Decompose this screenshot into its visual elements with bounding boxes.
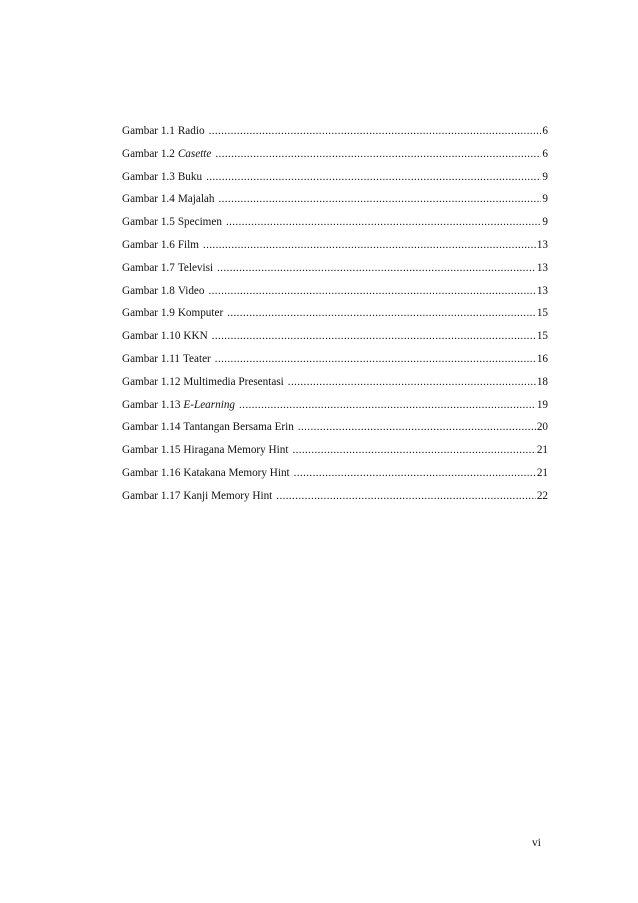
toc-entry-label xyxy=(122,371,284,394)
figure-number: Gambar 1.5 xyxy=(122,216,175,229)
toc-entry xyxy=(122,416,548,439)
figure-title: Casette xyxy=(177,147,212,160)
dot-leader xyxy=(227,302,536,325)
dot-leader xyxy=(215,143,541,166)
toc-page-number: 9 xyxy=(542,216,548,229)
dot-leader xyxy=(298,416,536,439)
dot-leader xyxy=(226,211,541,234)
figure-title: Majalah xyxy=(177,193,215,206)
dot-leader xyxy=(212,325,536,348)
figure-number: Gambar 1.10 xyxy=(122,330,181,343)
toc-entry xyxy=(122,485,548,508)
dot-leader xyxy=(292,439,535,462)
toc-page-number: 19 xyxy=(536,398,548,411)
toc-entry-label xyxy=(122,462,290,485)
toc-entry xyxy=(122,120,548,143)
toc-entry-label xyxy=(122,188,214,211)
dot-leader xyxy=(215,348,536,371)
figure-title: Kanji Memory Hint xyxy=(183,489,273,502)
toc-page-number: 21 xyxy=(536,444,548,457)
toc-entry-label xyxy=(122,439,288,462)
toc-entry-label xyxy=(122,302,223,325)
toc-entry xyxy=(122,166,548,189)
figure-number: Gambar 1.4 xyxy=(122,193,175,206)
dot-leader xyxy=(203,234,536,257)
toc-page-number: 9 xyxy=(542,170,548,183)
figure-title: Radio xyxy=(177,125,205,137)
figure-number: Gambar 1.7 xyxy=(122,261,175,274)
figure-title: Televisi xyxy=(177,261,214,274)
dot-leader xyxy=(276,485,536,508)
figure-title: Hiragana Memory Hint xyxy=(183,444,289,457)
page-number: vi xyxy=(532,837,541,849)
toc-page-number: 18 xyxy=(536,375,548,388)
figure-title: Komputer xyxy=(177,307,224,320)
toc-entry-label xyxy=(122,120,205,143)
toc-entry-label xyxy=(122,280,205,303)
toc-entry-label xyxy=(122,325,208,348)
toc-entry xyxy=(122,143,548,166)
figure-number: Gambar 1.2 xyxy=(122,147,175,160)
toc-entry-label xyxy=(122,485,272,508)
dot-leader xyxy=(294,462,536,485)
toc-page-number: 13 xyxy=(536,238,548,251)
figure-title: Film xyxy=(177,238,199,251)
figure-title: Specimen xyxy=(177,216,222,229)
toc-page-number: 6 xyxy=(542,147,548,160)
toc-entry-label xyxy=(122,234,199,257)
dot-leader xyxy=(206,166,541,189)
toc-entry-label xyxy=(122,416,294,439)
figure-number: Gambar 1.6 xyxy=(122,238,175,251)
toc-entry xyxy=(122,371,548,394)
toc-page-number: 16 xyxy=(536,352,548,365)
figure-title: Video xyxy=(177,284,205,297)
figure-number: Gambar 1.14 xyxy=(122,421,181,434)
figure-number: Gambar 1.8 xyxy=(122,284,175,297)
figure-number: Gambar 1.17 xyxy=(122,489,181,502)
figure-number: Gambar 1.9 xyxy=(122,307,175,320)
toc-entry xyxy=(122,257,548,280)
toc-page-number: 20 xyxy=(536,421,548,434)
toc-entry-label xyxy=(122,348,211,371)
toc-entry-label xyxy=(122,394,235,417)
figure-number: Gambar 1.1 xyxy=(122,125,175,137)
figure-title: Multimedia Presentasi xyxy=(183,375,284,388)
toc-page-number: 6 xyxy=(542,125,548,137)
figure-number: Gambar 1.11 xyxy=(122,352,180,365)
toc-page-number: 15 xyxy=(536,330,548,343)
figure-number: Gambar 1.13 xyxy=(122,398,181,411)
toc-entry-label xyxy=(122,143,211,166)
dot-leader xyxy=(209,120,542,143)
figure-number: Gambar 1.15 xyxy=(122,444,181,457)
dot-leader xyxy=(209,280,536,303)
figure-title: Buku xyxy=(177,170,203,183)
toc-entry xyxy=(122,280,548,303)
figure-title: Tantangan Bersama Erin xyxy=(183,421,294,434)
toc-entry xyxy=(122,211,548,234)
toc-page-number: 22 xyxy=(536,489,548,502)
figure-title: E-Learning xyxy=(183,398,236,411)
toc-page-number: 21 xyxy=(536,466,548,479)
figure-title: KKN xyxy=(183,330,208,343)
toc-entry xyxy=(122,325,548,348)
toc-entry xyxy=(122,462,548,485)
figure-number: Gambar 1.16 xyxy=(122,466,181,479)
figure-number: Gambar 1.12 xyxy=(122,375,181,388)
toc-entry xyxy=(122,348,548,371)
toc-entry-label xyxy=(122,166,202,189)
toc-page-number: 9 xyxy=(542,193,548,206)
toc-entry xyxy=(122,234,548,257)
figure-title: Katakana Memory Hint xyxy=(183,466,290,479)
toc-entry xyxy=(122,439,548,462)
figure-number: Gambar 1.3 xyxy=(122,170,175,183)
toc-entry-label xyxy=(122,257,213,280)
toc-page-number: 15 xyxy=(536,307,548,320)
toc-entry xyxy=(122,302,548,325)
figure-title: Teater xyxy=(183,352,211,365)
list-of-figures xyxy=(122,120,548,508)
toc-entry xyxy=(122,188,548,211)
toc-entry-label xyxy=(122,211,222,234)
dot-leader xyxy=(239,394,536,417)
toc-page-number: 13 xyxy=(536,261,548,274)
toc-entry xyxy=(122,394,548,417)
dot-leader xyxy=(218,188,541,211)
dot-leader xyxy=(288,371,536,394)
dot-leader xyxy=(217,257,536,280)
toc-page-number: 13 xyxy=(536,284,548,297)
